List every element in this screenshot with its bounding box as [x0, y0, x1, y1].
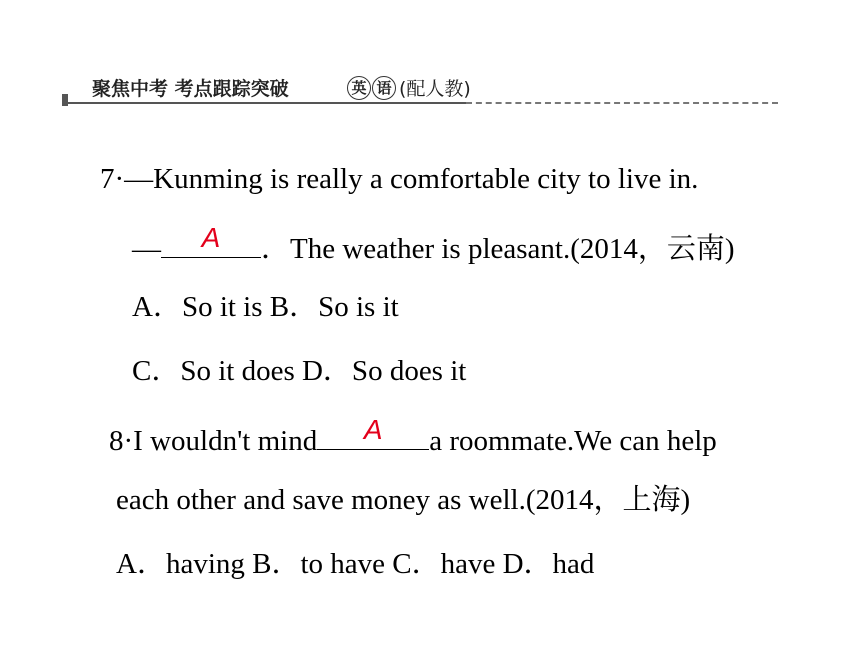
- q7-answer-blank: [161, 222, 261, 258]
- q7-options-row2: C．So it does D．So does it: [132, 355, 467, 387]
- subject-char-1: 英: [347, 76, 371, 100]
- header-subject: [347, 74, 471, 101]
- q7-answer: A: [201, 222, 221, 253]
- subject-char-2: 语: [372, 76, 396, 100]
- q8-line1: 8·I wouldn't mind A a roommate.We can help: [109, 414, 717, 457]
- q7-line1: 7·—Kunming is really a comfortable city to live in.: [100, 163, 699, 195]
- header-rule-dashed: [466, 102, 778, 104]
- page-header: [62, 66, 778, 108]
- header-rule-solid: [68, 102, 466, 104]
- header-edition: (配人教): [399, 78, 471, 100]
- q7-line2: [132, 222, 735, 266]
- q8-answer-blank: [317, 414, 429, 450]
- q7-number: 7: [100, 163, 115, 195]
- q8-number: 8: [109, 425, 124, 457]
- q8-stem: I wouldn't mind: [133, 425, 318, 457]
- q7-stem: —Kunming is really a comfortable city to live in.: [124, 163, 699, 195]
- header-tick: [62, 94, 68, 106]
- header-title: 聚焦中考 考点跟踪突破: [92, 78, 289, 100]
- q7-stem-continued: ．The weather is pleasant.(2014，云南): [261, 233, 735, 265]
- q8-options-row1: A．having B．to have C．have D．had: [116, 548, 595, 580]
- q7-dash: —: [132, 233, 161, 265]
- q8-answer: A: [363, 414, 383, 445]
- q8-line2: each other and save money as well.(2014，上海): [116, 484, 691, 516]
- q8-stem-continued: a roommate.We can help: [429, 425, 717, 457]
- q7-options-row1: A．So it is B．So is it: [132, 291, 399, 323]
